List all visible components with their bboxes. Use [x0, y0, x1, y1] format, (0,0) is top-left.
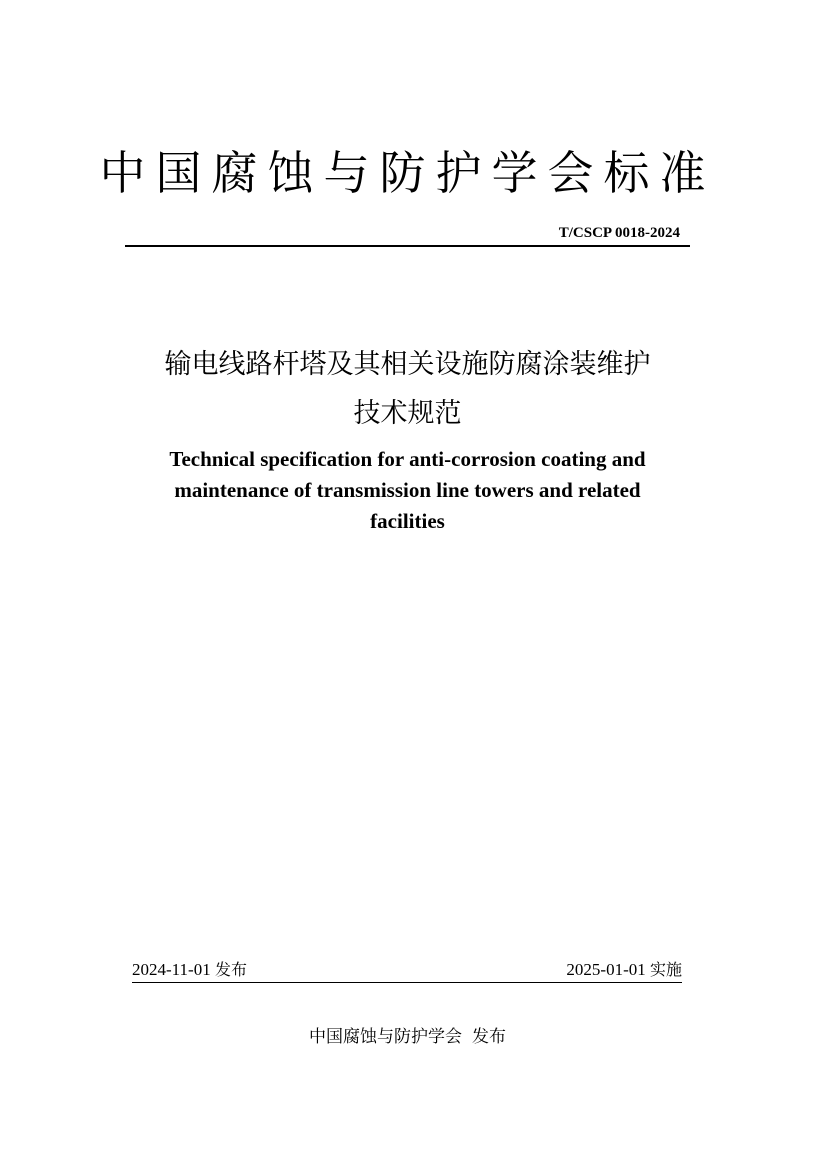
document-title-english: [100, 444, 715, 537]
effective-date-block: [566, 957, 682, 980]
effective-date: 2025-01-01: [566, 960, 646, 979]
effective-label: 实施: [649, 960, 682, 979]
issue-label: 发布: [214, 960, 247, 979]
title-cn-line-2: 技术规范: [353, 398, 462, 429]
dates-row: [132, 958, 682, 983]
issue-date-block: [132, 957, 247, 980]
organization-standard-title: 中国腐蚀与防护学会标准: [99, 146, 716, 200]
publish-label: 发布: [472, 1027, 506, 1047]
title-en-line-1: Technical specification for anti-corrosion coating and: [169, 447, 646, 471]
title-en-line-3: facilities: [370, 509, 445, 533]
title-cn-line-1: 输电线路杆塔及其相关设施防腐涂装维护: [164, 349, 651, 380]
standard-code: T/CSCP 0018-2024: [558, 225, 680, 241]
publisher-name: 中国腐蚀与防护学会: [309, 1027, 462, 1047]
publisher-line: [0, 1026, 815, 1048]
issue-date: 2024-11-01: [132, 960, 211, 979]
header-divider: [125, 245, 690, 247]
document-title-chinese: [100, 340, 715, 438]
title-en-line-2: maintenance of transmission line towers and related: [174, 478, 641, 502]
